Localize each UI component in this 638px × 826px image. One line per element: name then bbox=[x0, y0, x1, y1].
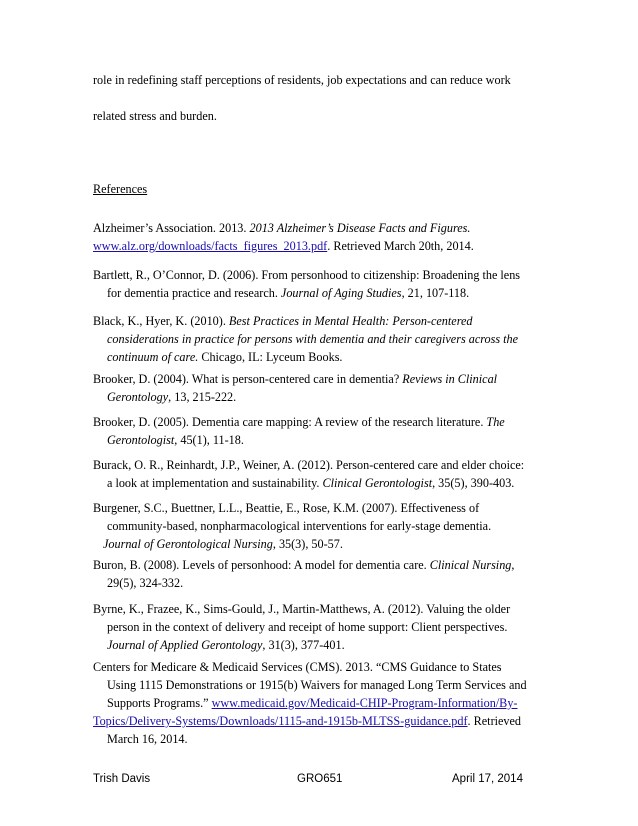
references-heading: References bbox=[93, 182, 148, 196]
reference-line: Centers for Medicare & Medicaid Services (CMS). 2013. “CMS Guidance to States bbox=[93, 660, 502, 674]
reference-title: continuum of care. bbox=[107, 350, 199, 364]
reference-text: Supports Programs.” bbox=[107, 696, 212, 710]
reference-line bbox=[93, 712, 553, 730]
reference-line: 29(5), 324-332. bbox=[107, 576, 184, 590]
reference-text: . Retrieved March 20th, 2014. bbox=[327, 239, 474, 253]
reference-text: , 31(3), 377-401. bbox=[262, 638, 345, 652]
reference-text: , bbox=[511, 558, 515, 572]
reference-text: Brooker, D. (2005). Dementia care mapping: A review of the research literature. bbox=[93, 415, 487, 429]
reference-line: Using 1115 Demonstrations or 1915(b) Waivers for managed Long Term Services and bbox=[107, 678, 527, 692]
reference-entry bbox=[93, 600, 553, 654]
reference-line: Byrne, K., Frazee, K., Sims-Gould, J., Martin-Matthews, A. (2012). Valuing the older bbox=[93, 602, 511, 616]
reference-journal: Reviews in Clinical bbox=[402, 372, 498, 386]
reference-line: community-based, nonpharmacological interventions for early-stage dementia. bbox=[107, 519, 492, 533]
reference-text: , 21, 107-118. bbox=[401, 286, 470, 300]
reference-text: Black, K., Hyer, K. (2010). bbox=[93, 314, 229, 328]
reference-line bbox=[93, 413, 553, 431]
reference-line: Burack, O. R., Reinhardt, J.P., Weiner, A. (2012). Person-centered care and elder choice: bbox=[93, 458, 525, 472]
body-paragraph bbox=[93, 71, 553, 126]
reference-line bbox=[93, 237, 553, 255]
footer-course: GRO651 bbox=[297, 773, 343, 785]
reference-line: Burgener, S.C., Buettner, L.L., Beattie, E., Rose, K.M. (2007). Effectiveness of bbox=[93, 501, 480, 515]
reference-line: person in the context of delivery and receipt of home support: Client perspectives. bbox=[107, 620, 508, 634]
reference-link[interactable]: Topics/Delivery-Systems/Downloads/1115-and-1915b-MLTSS-guidance.pdf bbox=[93, 714, 468, 728]
reference-journal: Journal of Applied Gerontology bbox=[107, 638, 263, 652]
reference-entry bbox=[93, 370, 553, 406]
reference-line: considerations in practice for persons with dementia and their caregivers across the bbox=[107, 332, 519, 346]
reference-line bbox=[93, 219, 553, 237]
reference-line bbox=[93, 474, 553, 492]
reference-link[interactable]: www.alz.org/downloads/facts_figures_2013.pdf bbox=[93, 239, 328, 253]
reference-text: . Retrieved bbox=[467, 714, 522, 728]
reference-line bbox=[93, 694, 553, 712]
reference-line bbox=[93, 556, 553, 574]
reference-text: Buron, B. (2008). Levels of personhood: A model for dementia care. bbox=[93, 558, 430, 572]
reference-text: Brooker, D. (2004). What is person-centered care in dementia? bbox=[93, 372, 403, 386]
reference-journal: Journal of Aging Studies bbox=[280, 286, 402, 300]
reference-line bbox=[93, 370, 553, 388]
reference-line: March 16, 2014. bbox=[107, 732, 188, 746]
reference-entry bbox=[93, 413, 553, 449]
paragraph-line: role in redefining staff perceptions of residents, job expectations and can reduce work bbox=[93, 73, 511, 87]
reference-text: , 35(5), 390-403. bbox=[432, 476, 515, 490]
reference-title: 2013 Alzheimer’s Disease Facts and Figures. bbox=[249, 221, 471, 235]
reference-text: Alzheimer’s Association. 2013. bbox=[93, 221, 250, 235]
reference-journal: Clinical Gerontologist bbox=[322, 476, 433, 490]
reference-entry bbox=[93, 499, 553, 553]
reference-entry bbox=[93, 312, 553, 366]
reference-title: Best Practices in Mental Health: Person-centered bbox=[228, 314, 473, 328]
reference-entry bbox=[93, 658, 553, 748]
reference-entry bbox=[93, 266, 553, 302]
reference-line bbox=[93, 388, 553, 406]
reference-text: , 45(1), 11-18. bbox=[174, 433, 244, 447]
reference-journal: The bbox=[486, 415, 505, 429]
reference-line bbox=[93, 312, 553, 330]
reference-line bbox=[93, 284, 553, 302]
paragraph-line: related stress and burden. bbox=[93, 109, 217, 123]
reference-line bbox=[93, 636, 553, 654]
reference-text: Chicago, IL: Lyceum Books. bbox=[198, 350, 343, 364]
reference-journal: Clinical Nursing bbox=[429, 558, 512, 572]
reference-entry bbox=[93, 556, 553, 592]
reference-text: , 35(3), 50-57. bbox=[272, 537, 343, 551]
reference-text: a look at implementation and sustainability. bbox=[107, 476, 323, 490]
reference-link[interactable]: www.medicaid.gov/Medicaid-CHIP-Program-Information/By- bbox=[211, 696, 518, 710]
reference-text: , 13, 215-222. bbox=[168, 390, 237, 404]
reference-journal: Gerontology bbox=[107, 390, 169, 404]
reference-entry bbox=[93, 456, 553, 492]
reference-line bbox=[93, 431, 553, 449]
footer-date: April 17, 2014 bbox=[452, 773, 523, 785]
reference-text: for dementia practice and research. bbox=[107, 286, 281, 300]
reference-entry bbox=[93, 219, 553, 255]
reference-line: Bartlett, R., O’Connor, D. (2006). From personhood to citizenship: Broadening the lens bbox=[93, 268, 521, 282]
reference-journal: Journal of Gerontological Nursing bbox=[103, 537, 273, 551]
reference-line bbox=[93, 348, 553, 366]
reference-journal: Gerontologist bbox=[107, 433, 175, 447]
footer-author: Trish Davis bbox=[93, 773, 151, 785]
reference-line bbox=[93, 535, 553, 553]
